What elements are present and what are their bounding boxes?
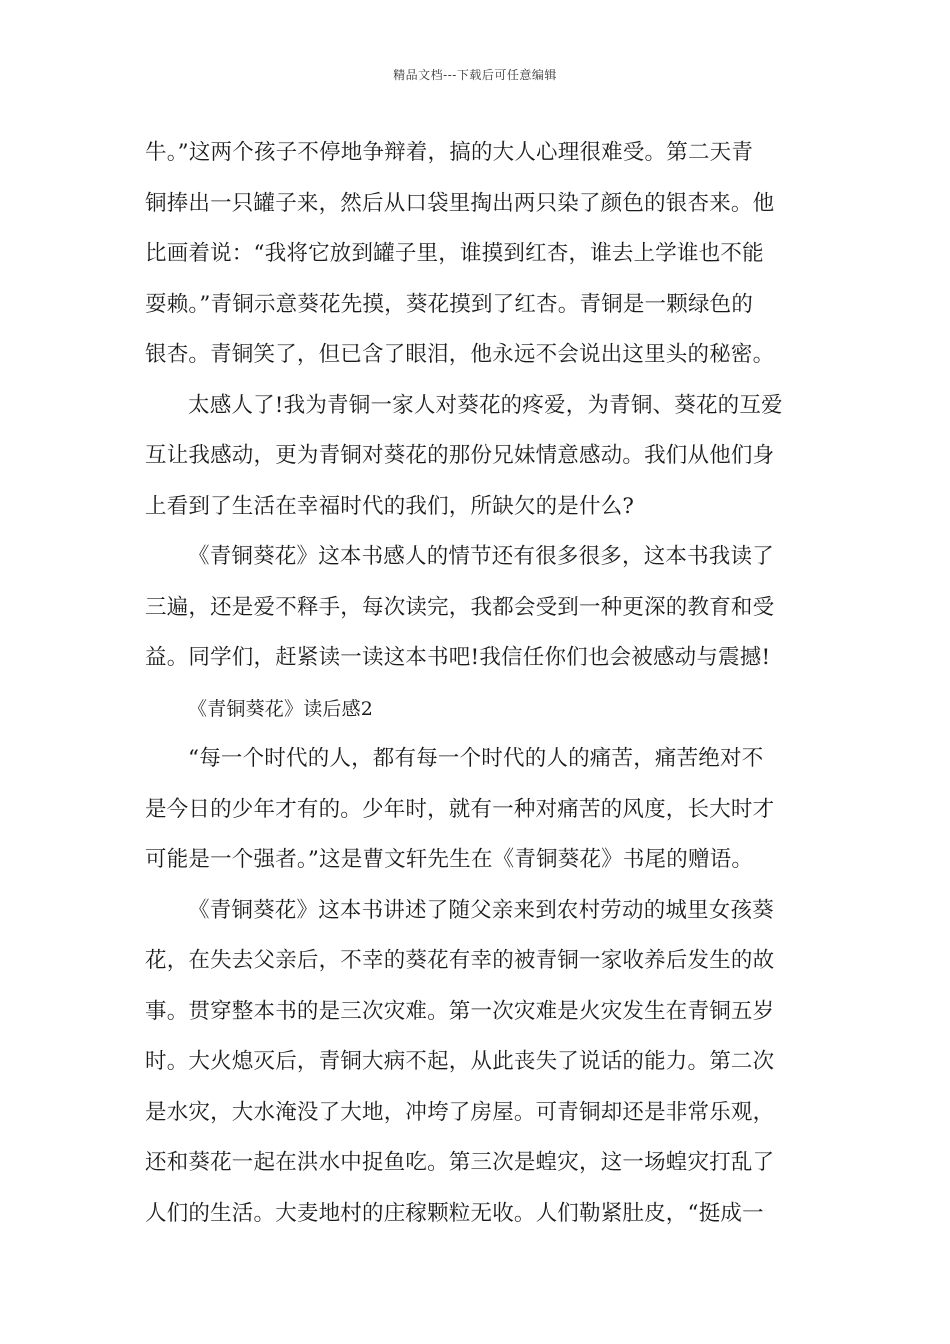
- text-line: 还和葵花一起在洪水中捉鱼吃。第三次是蝗灾，这一场蝗灾打乱了: [145, 1150, 775, 1175]
- text-line: 三遍，还是爱不释手，每次读完，我都会受到一种更深的教育和受: [145, 594, 775, 620]
- text-line: 铜捧出一只罐子来，然后从口袋里掏出两只染了颜色的银杏来。他: [145, 190, 775, 216]
- text-line: 互让我感动，更为青铜对葵花的那份兄妹情意感动。我们从他们身: [145, 443, 775, 468]
- text-line: 《青铜葵花》这本书感人的情节还有很多很多，这本书我读了: [188, 544, 774, 569]
- text-line: 上看到了生活在幸福时代的我们，所缺欠的是什么?: [145, 493, 635, 519]
- text-line: 时。大火熄灭后，青铜大病不起，从此丧失了说话的能力。第二次: [145, 1049, 775, 1074]
- text-line: 太感人了!我为青铜一家人对葵花的疼爱，为青铜、葵花的互爱: [188, 392, 783, 418]
- text-line: 益。同学们，赶紧读一读这本书吧!我信任你们也会被感动与震撼!: [145, 645, 771, 670]
- text-line: 耍赖。”青铜示意葵花先摸，葵花摸到了红杏。青铜是一颗绿色的: [145, 291, 754, 317]
- text-line: 牛。”这两个孩子不停地争辩着，搞的大人心理很难受。第二天青: [145, 140, 754, 165]
- text-line: 事。贯穿整本书的是三次灾难。第一次灾难是火灾发生在青铜五岁: [145, 998, 775, 1024]
- text-line: 花，在失去父亲后，不幸的葵花有幸的被青铜一家收养后发生的故: [145, 948, 775, 973]
- text-line: 比画着说：“我将它放到罐子里，谁摸到红杏，谁去上学谁也不能: [145, 241, 764, 266]
- section-heading: 《青铜葵花》读后感2: [188, 697, 374, 720]
- body-text: [145, 128, 813, 1239]
- text-line: “每一个时代的人，都有每一个时代的人的痛苦，痛苦绝对不: [188, 746, 764, 771]
- page-header: 精品文档---下载后可任意编辑: [393, 68, 557, 82]
- text-line: 《青铜葵花》这本书讲述了随父亲来到农村劳动的城里女孩葵: [188, 897, 774, 923]
- text-line: 是水灾，大水淹没了大地，冲垮了房屋。可青铜却还是非常乐观，: [145, 1099, 775, 1125]
- text-line: 人们的生活。大麦地村的庄稼颗粒无收。人们勒紧肚皮，“挺成一: [145, 1200, 764, 1226]
- text-line: 银杏。青铜笑了，但已含了眼泪，他永远不会说出这里头的秘密。: [145, 342, 775, 367]
- text-line: 是今日的少年才有的。少年时，就有一种对痛苦的风度，长大时才: [145, 796, 775, 822]
- text-line: 可能是一个强者。”这是曹文轩先生在《青铜葵花》书尾的赠语。: [145, 847, 754, 872]
